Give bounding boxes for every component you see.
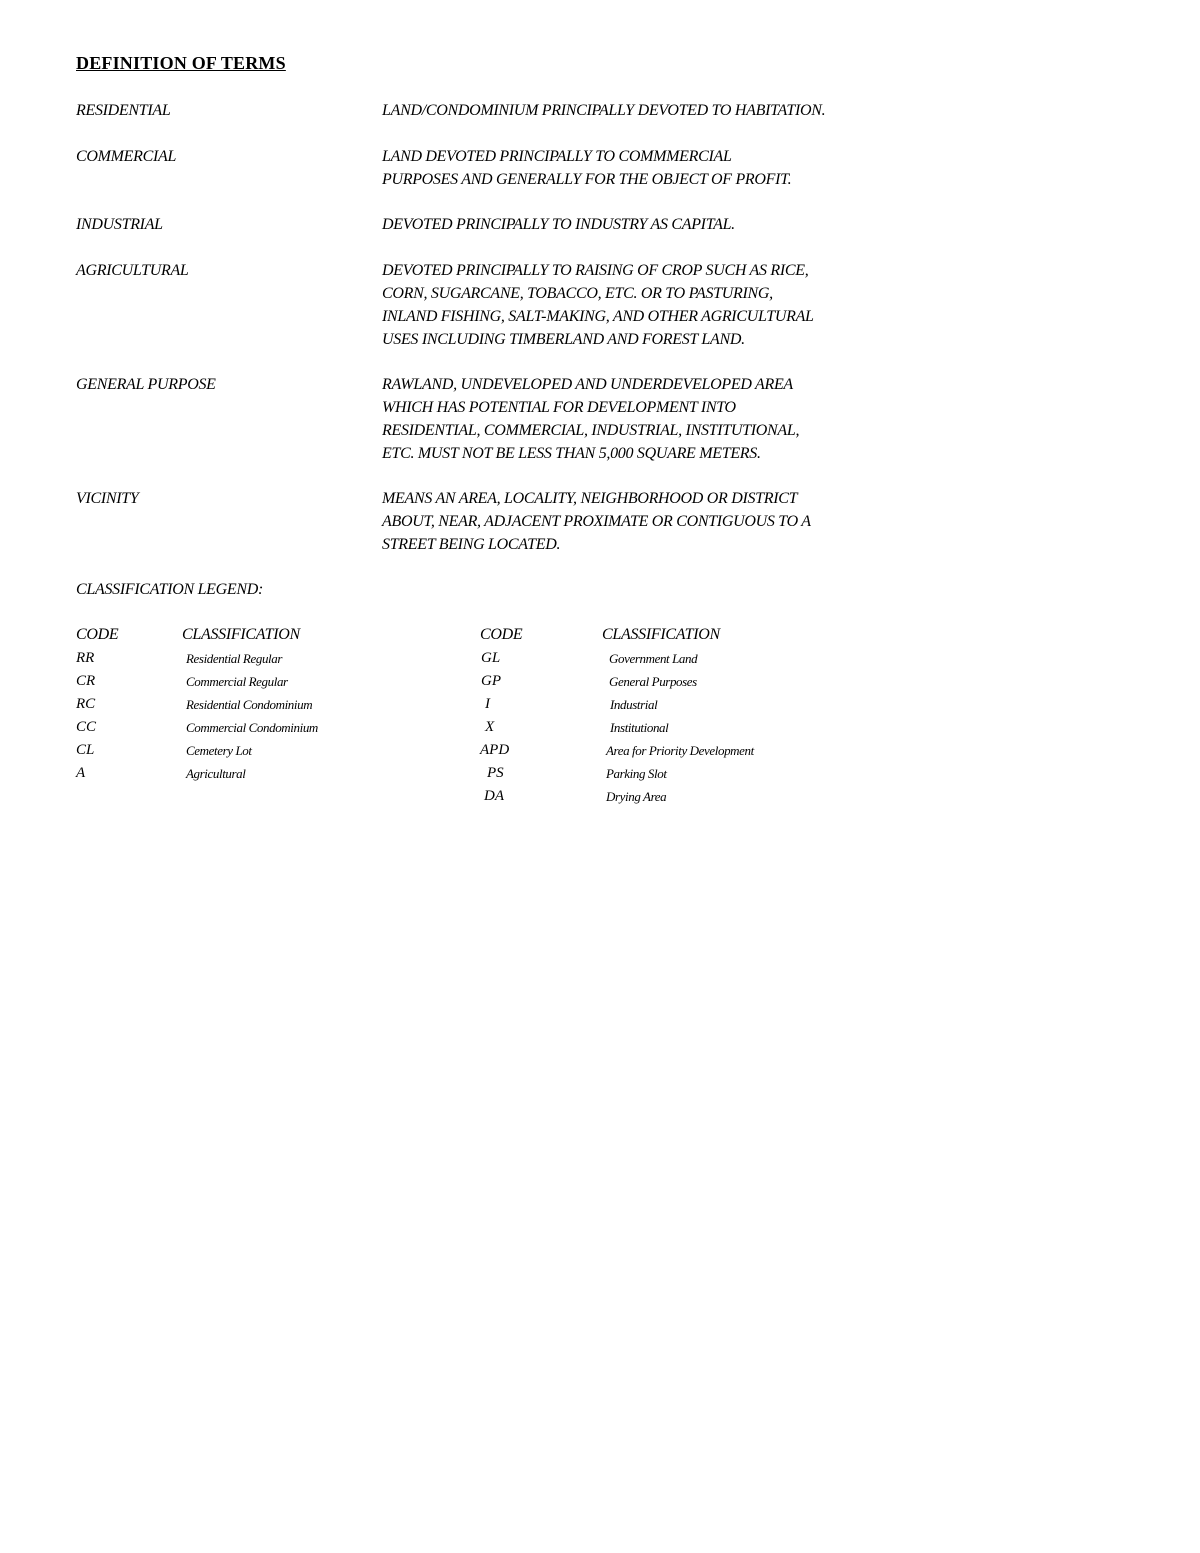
definition-line: STREET BEING LOCATED. xyxy=(382,536,561,553)
definition-general-purpose xyxy=(382,373,799,465)
legend-header-code-left: CODE xyxy=(76,626,119,643)
legend-classification: Cemetery Lot xyxy=(186,743,252,758)
definition-line: LAND/CONDOMINIUM PRINCIPALLY DEVOTED TO HABITATION. xyxy=(382,102,826,119)
legend-code: CC xyxy=(76,719,97,735)
legend-classification: Agricultural xyxy=(186,766,246,781)
legend-code: APD xyxy=(480,742,510,758)
legend-classification: Government Land xyxy=(609,651,698,666)
term-commercial: COMMERCIAL xyxy=(76,148,177,165)
definition-line: LAND DEVOTED PRINCIPALLY TO COMMMERCIAL xyxy=(382,148,732,165)
definition-line: PURPOSES AND GENERALLY FOR THE OBJECT OF PROFIT. xyxy=(382,171,792,188)
legend-code: PS xyxy=(487,765,504,781)
term-industrial: INDUSTRIAL xyxy=(76,216,163,233)
definition-line: CORN, SUGARCANE, TOBACCO, ETC. OR TO PASTURING, xyxy=(382,285,773,302)
definition-agricultural xyxy=(382,259,814,351)
term-residential: RESIDENTIAL xyxy=(76,102,171,119)
definition-line: WHICH HAS POTENTIAL FOR DEVELOPMENT INTO xyxy=(382,399,736,416)
definition-line: INLAND FISHING, SALT-MAKING, AND OTHER AGRICULTURAL xyxy=(382,308,814,325)
definition-line: ABOUT, NEAR, ADJACENT PROXIMATE OR CONTIGUOUS TO A xyxy=(382,513,811,530)
legend-header-classification-right: CLASSIFICATION xyxy=(602,626,720,643)
legend-code: X xyxy=(485,719,495,735)
definition-vicinity xyxy=(382,487,811,556)
legend-classification: Residential Regular xyxy=(186,651,283,666)
legend-code: CR xyxy=(76,673,96,689)
legend-code: A xyxy=(76,765,86,781)
legend-code: GL xyxy=(481,650,501,666)
definition-commercial xyxy=(382,145,791,191)
legend-code: I xyxy=(485,696,490,712)
definition-industrial xyxy=(382,213,735,236)
legend-classification: Drying Area xyxy=(606,789,667,804)
definition-line: USES INCLUDING TIMBERLAND AND FOREST LAND. xyxy=(382,331,745,348)
legend-classification: Institutional xyxy=(610,720,669,735)
legend-code: RC xyxy=(76,696,96,712)
legend-code: DA xyxy=(484,788,504,804)
legend-title: CLASSIFICATION LEGEND: xyxy=(76,581,264,598)
term-general-purpose: GENERAL PURPOSE xyxy=(76,376,216,393)
definition-line: ETC. MUST NOT BE LESS THAN 5,000 SQUARE METERS. xyxy=(382,445,761,462)
legend-classification: Parking Slot xyxy=(606,766,667,781)
legend-header-code-right: CODE xyxy=(480,626,523,643)
term-agricultural: AGRICULTURAL xyxy=(76,262,189,279)
legend-code: CL xyxy=(76,742,95,758)
legend-classification: Commercial Condominium xyxy=(186,720,318,735)
legend-header-classification-left: CLASSIFICATION xyxy=(182,626,300,643)
legend-classification: Area for Priority Development xyxy=(606,743,754,758)
legend-classification: General Purposes xyxy=(609,674,697,689)
definition-line: DEVOTED PRINCIPALLY TO INDUSTRY AS CAPITAL. xyxy=(382,216,735,233)
page-title: DEFINITION OF TERMS xyxy=(76,53,286,73)
legend-classification: Industrial xyxy=(610,697,658,712)
legend-classification: Residential Condominium xyxy=(186,697,313,712)
definition-residential xyxy=(382,99,825,122)
definition-line: MEANS AN AREA, LOCALITY, NEIGHBORHOOD OR DISTRICT xyxy=(382,490,798,507)
term-vicinity: VICINITY xyxy=(76,490,139,507)
legend-code: GP xyxy=(481,673,501,689)
legend-code: RR xyxy=(76,650,95,666)
definition-line: DEVOTED PRINCIPALLY TO RAISING OF CROP SUCH AS RICE, xyxy=(382,262,809,279)
definition-line: RESIDENTIAL, COMMERCIAL, INDUSTRIAL, INSTITUTIONAL, xyxy=(382,422,800,439)
legend-classification: Commercial Regular xyxy=(186,674,288,689)
definition-line: RAWLAND, UNDEVELOPED AND UNDERDEVELOPED AREA xyxy=(382,376,793,393)
